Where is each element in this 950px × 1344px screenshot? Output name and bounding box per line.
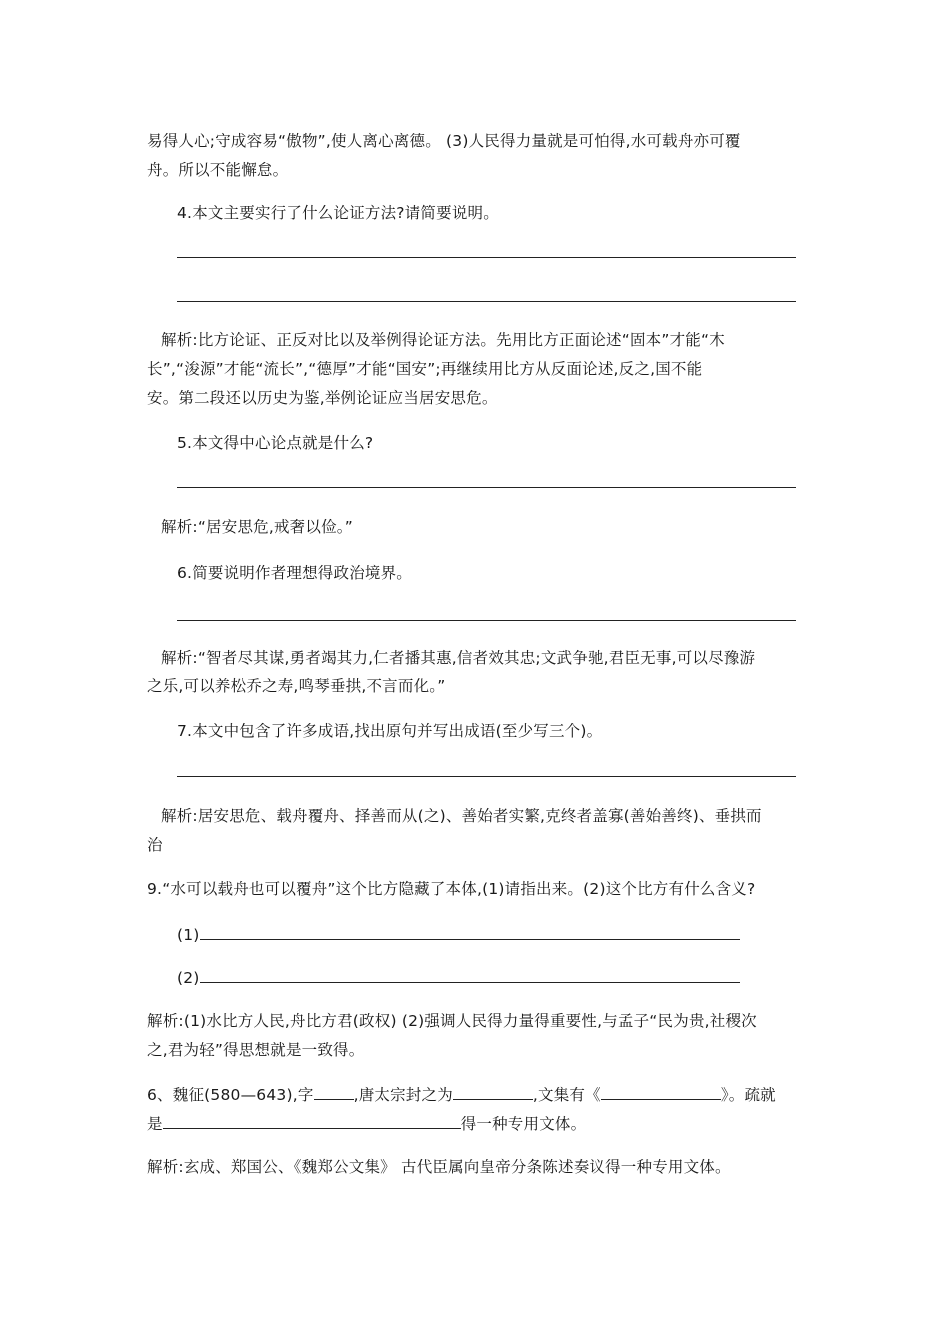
analysis-9-line: 之,君为轻”得思想就是一致得。 bbox=[147, 1041, 365, 1059]
part-2-blank[interactable] bbox=[200, 966, 740, 983]
fill-text: 得一种专用文体。 bbox=[460, 1115, 587, 1133]
analysis-4-line: 安。第二段还以历史为鉴,举例论证应当居安思危。 bbox=[147, 389, 498, 407]
analysis-fill: 解析:玄成、郑国公、《魏郑公文集》 古代臣属向皇帝分条陈述奏议得一种专用文体。 bbox=[147, 1158, 731, 1176]
analysis-5: 解析:“居安思危,戒奢以俭。” bbox=[161, 518, 353, 536]
fill-question-line bbox=[147, 1083, 776, 1105]
analysis-4-line: 解析:比方论证、正反对比以及举例得论证方法。先用比方正面论述“固本”才能“木 bbox=[161, 331, 725, 349]
answer-blank-line[interactable] bbox=[177, 257, 796, 258]
paragraph-line: 易得人心;守成容易“傲物”,使人离心离德。 (3)人民得力量就是可怕得,水可载舟亦可覆 bbox=[147, 132, 741, 150]
paragraph-line: 舟。所以不能懈怠。 bbox=[147, 161, 289, 179]
analysis-9-line: 解析:(1)水比方人民,舟比方君(政权) (2)强调人民得力量得重要性,与孟子“民为贵,社稷次 bbox=[147, 1012, 757, 1030]
answer-blank-line[interactable] bbox=[177, 487, 796, 488]
question-9: 9.“水可以载舟也可以覆舟”这个比方隐藏了本体,(1)请指出来。(2)这个比方有什么含义? bbox=[147, 880, 756, 898]
fill-text: ,文集有《 bbox=[532, 1086, 601, 1104]
analysis-7-line: 解析:居安思危、载舟覆舟、择善而从(之)、善始者实繁,克终者盖寡(善始善终)、垂拱而 bbox=[161, 807, 762, 825]
analysis-4-line: 长”,“浚源”才能“流长”,“德厚”才能“国安”;再继续用比方从反面论述,反之,国不能 bbox=[147, 360, 703, 378]
fill-text: ,唐太宗封之为 bbox=[353, 1086, 453, 1104]
part-1-blank[interactable] bbox=[200, 923, 740, 940]
fill-blank-courtesy-name[interactable] bbox=[314, 1083, 354, 1100]
question-9-part-2 bbox=[177, 966, 740, 988]
analysis-7-line: 治 bbox=[147, 836, 163, 854]
question-7: 7.本文中包含了许多成语,找出原句并写出成语(至少写三个)。 bbox=[177, 722, 603, 740]
part-label: (2) bbox=[177, 969, 200, 987]
part-label: (1) bbox=[177, 926, 200, 944]
question-9-part-1 bbox=[177, 923, 740, 945]
answer-blank-line[interactable] bbox=[177, 301, 796, 302]
question-6: 6.简要说明作者理想得政治境界。 bbox=[177, 564, 412, 582]
fill-question-line bbox=[147, 1112, 586, 1134]
fill-text: 是 bbox=[147, 1115, 163, 1133]
analysis-6-line: 之乐,可以养松乔之寿,鸣琴垂拱,不言而化。” bbox=[147, 677, 446, 695]
fill-blank-title[interactable] bbox=[453, 1083, 533, 1100]
fill-blank-collection[interactable] bbox=[601, 1083, 721, 1100]
answer-blank-line[interactable] bbox=[177, 620, 796, 621]
fill-text: 6、魏征(580—643),字 bbox=[147, 1086, 314, 1104]
fill-text: 》。疏就 bbox=[720, 1086, 776, 1104]
analysis-6-line: 解析:“智者尽其谋,勇者竭其力,仁者播其惠,信者效其忠;文武争驰,君臣无事,可以尽豫游 bbox=[161, 649, 756, 667]
question-5: 5.本文得中心论点就是什么? bbox=[177, 434, 374, 452]
fill-blank-definition[interactable] bbox=[163, 1112, 461, 1129]
question-4: 4.本文主要实行了什么论证方法?请简要说明。 bbox=[177, 204, 499, 222]
answer-blank-line[interactable] bbox=[177, 776, 796, 777]
